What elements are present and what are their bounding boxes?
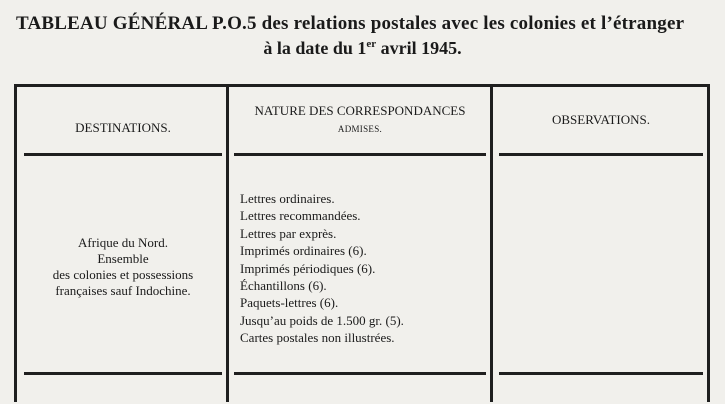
- header-destinations: DESTINATIONS.: [75, 120, 171, 135]
- nature-item: Lettres ordinaires.: [240, 191, 335, 206]
- nature-item: Lettres par exprès.: [240, 225, 337, 241]
- bottom-rule-observations: [499, 372, 703, 375]
- date-superscript: er: [366, 38, 377, 50]
- destination-line: françaises sauf Indochine.: [55, 283, 191, 298]
- header-rule-nature: [234, 153, 486, 156]
- destination-line: Afrique du Nord.: [78, 235, 168, 250]
- bottom-rule-nature: [234, 372, 486, 375]
- nature-item: Paquets-lettres (6).: [240, 295, 339, 311]
- nature-item: Imprimés ordinaires (6).: [240, 243, 367, 259]
- nature-item: Imprimés périodiques (6).: [240, 260, 376, 276]
- column-divider-left: [226, 84, 229, 402]
- document-title: TABLEAU GÉNÉRAL P.O.5 des relations postales avec les colonies et l’étranger: [16, 13, 685, 34]
- header-nature-sub: ADMISES.: [337, 124, 383, 135]
- document-date-line: [0, 39, 725, 57]
- destination-cell: [24, 235, 222, 299]
- bottom-rule-destinations: [24, 372, 222, 375]
- nature-item: Jusqu’au poids de 1.500 gr. (5).: [240, 312, 404, 328]
- column-divider-right: [490, 84, 493, 402]
- nature-item: Échantillons (6).: [240, 278, 327, 294]
- nature-list: [240, 190, 485, 347]
- header-nature-main: NATURE DES CORRESPONDANCES: [254, 103, 466, 118]
- nature-item: Lettres recommandées.: [240, 208, 361, 224]
- date-suffix: avril 1945.: [376, 38, 462, 58]
- nature-item: Cartes postales non illustrées.: [240, 330, 395, 346]
- destination-line: des colonies et possessions: [52, 267, 194, 282]
- header-nature: [234, 104, 486, 135]
- date-prefix: à la date du 1: [263, 38, 367, 58]
- header-observations: OBSERVATIONS.: [551, 112, 651, 127]
- header-rule-destinations: [24, 153, 222, 156]
- header-rule-observations: [499, 153, 703, 156]
- destination-line: Ensemble: [97, 251, 149, 266]
